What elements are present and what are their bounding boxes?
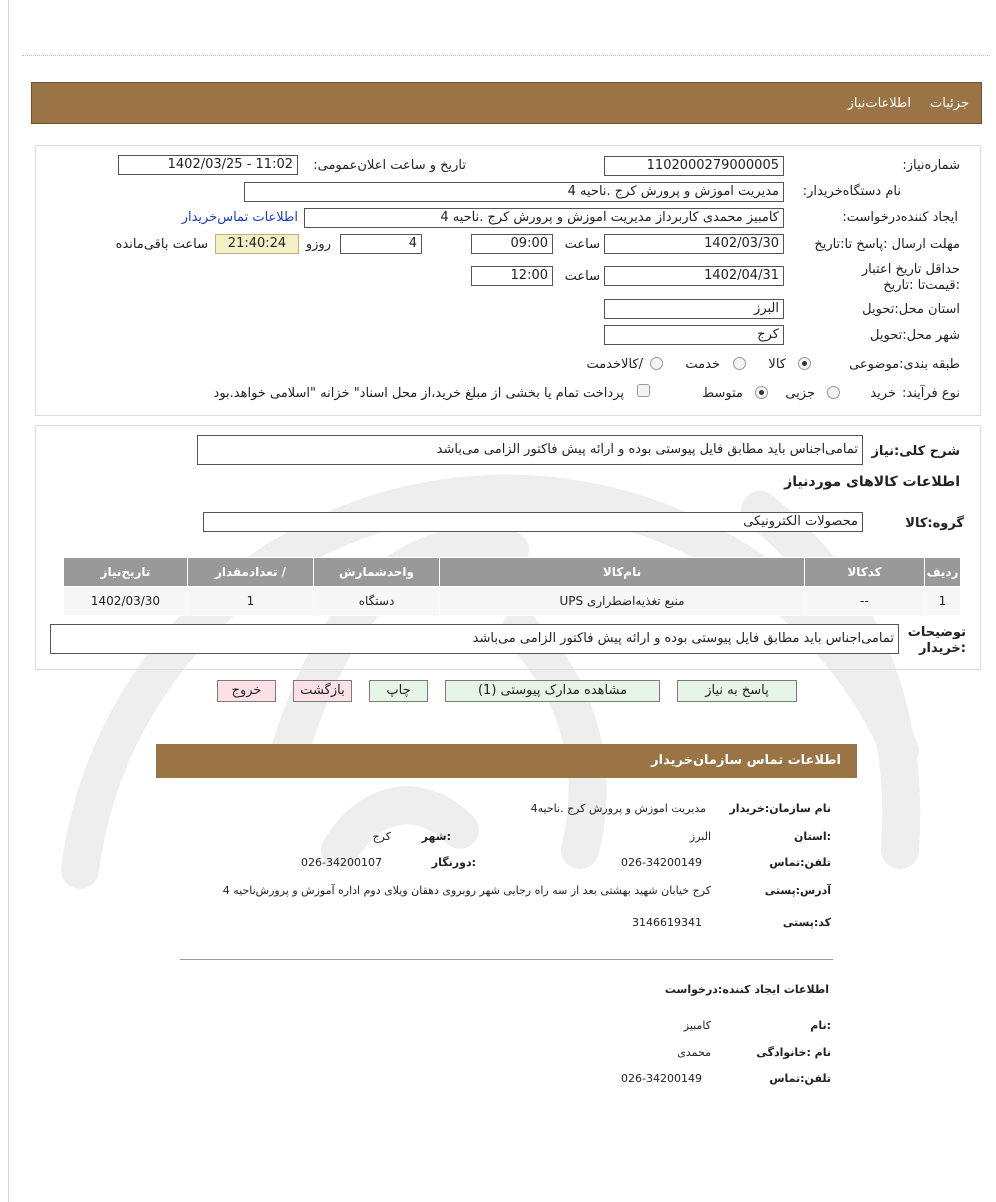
- col-code-header: کدکالا: [805, 558, 925, 587]
- cell-qty: 1: [188, 587, 314, 616]
- page-left-border: [8, 0, 9, 1202]
- creator-family-value: محمدی: [677, 1046, 711, 1059]
- category-goods-label: کالا: [768, 357, 786, 372]
- city-label: شهر محل:تحویل: [870, 328, 960, 343]
- print-button[interactable]: چاپ: [369, 680, 428, 702]
- deadline-time-field: 09:00: [471, 234, 553, 254]
- category-goods-radio[interactable]: [798, 357, 811, 370]
- treasury-payment-checkbox[interactable]: [637, 384, 650, 397]
- postal-label: کد:پستی: [782, 916, 831, 929]
- goods-info-title: اطلاعات کالاهای موردنیاز: [784, 474, 960, 490]
- col-unit-header: واحدشمارش: [314, 558, 440, 587]
- table-row: [64, 587, 961, 616]
- category-service-radio[interactable]: [733, 357, 746, 370]
- buyer-notes-label: توضیحات :خریدار: [907, 625, 966, 656]
- cell-code: --: [805, 587, 925, 616]
- attachments-button[interactable]: مشاهده مدارک پیوستی (1): [445, 680, 660, 702]
- process-partial-label: جزیی: [785, 386, 815, 401]
- category-both-radio[interactable]: [650, 357, 663, 370]
- category-both-label: /کالاخدمت: [586, 357, 643, 372]
- requester-field: کامبیز محمدی کاربرداز مدیریت اموزش و پرورش کرج .ناحیه 4: [304, 208, 784, 228]
- announce-date-field: 1402/03/25 - 11:02: [118, 155, 298, 175]
- contact-city-label: :شهر: [421, 830, 451, 843]
- creator-family-label: نام :خانوادگی: [756, 1046, 831, 1059]
- creator-phone-label: تلفن:تماس: [769, 1072, 831, 1085]
- contact-divider: [180, 959, 833, 960]
- buyer-contact-header: [156, 744, 857, 778]
- cell-name: منبع تغذیه‌اضطراری UPS: [440, 587, 805, 616]
- reply-button[interactable]: پاسخ به نیاز: [677, 680, 797, 702]
- requester-label: ایجاد کننده‌درخواست:: [842, 210, 958, 225]
- buyer-org-label: نام دستگاه‌خریدار:: [802, 184, 901, 199]
- buyer-notes-field: تمامی‌اجناس باید مطابق فایل پیوستی بوده و ارائه پیش فاکتور الزامی می‌باشد: [50, 624, 899, 654]
- city-field: کرج: [604, 325, 784, 345]
- exit-button[interactable]: خروج: [217, 680, 276, 702]
- details-header-bar: [31, 82, 982, 124]
- tab-need-info[interactable]: اطلاعات‌نیاز: [847, 96, 911, 111]
- buyer-contact-link[interactable]: اطلاعات تماس‌خریدار: [181, 210, 298, 225]
- postal-value: 3146619341: [632, 916, 702, 929]
- col-date-header: تاریخ‌نیاز: [64, 558, 188, 587]
- cell-unit: دستگاه: [314, 587, 440, 616]
- address-label: آدرس:پستی: [764, 884, 831, 897]
- process-buy-label: خرید: [870, 386, 896, 401]
- category-label: طبقه بندی:موضوعی: [849, 357, 960, 372]
- remaining-time-field: 21:40:24: [215, 234, 299, 254]
- creator-name-label: :نام: [810, 1019, 831, 1032]
- remaining-time-label: ساعت باقی‌مانده: [115, 237, 208, 252]
- need-number-label: شماره‌نیاز:: [902, 158, 960, 173]
- back-button[interactable]: بازگشت: [293, 680, 352, 702]
- contact-province-value: البرز: [689, 830, 711, 843]
- buyer-contact-title: اطلاعات تماس سازمان‌خریدار: [651, 753, 841, 768]
- province-field: البرز: [604, 299, 784, 319]
- fax-value: 026-34200107: [301, 856, 382, 869]
- deadline-time-label: ساعت: [564, 237, 600, 252]
- address-value: کرج خیابان شهید بهشتی بعد از سه راه رجایی شهر روبروی دهقان ویلای دوم اداره آموزش و پرورش‌ناحیه 4: [222, 884, 711, 897]
- general-desc-label: شرح کلی:نیاز: [871, 444, 960, 459]
- goods-group-field: محصولات الکترونیکی: [203, 512, 863, 532]
- contact-city-value: کرج: [372, 830, 391, 843]
- need-number-field: 1102000279000005: [604, 156, 784, 176]
- deadline-label: مهلت ارسال :پاسخ تا:تاریخ: [814, 237, 960, 252]
- general-desc-field: تمامی‌اجناس باید مطابق فایل پیوستی بوده و ارائه پیش فاکتور الزامی می‌باشد: [197, 435, 863, 465]
- contact-province-label: :استان: [794, 830, 831, 843]
- buyer-org-field: مدیریت اموزش و پرورش کرج .ناحیه 4: [244, 182, 784, 202]
- creator-name-value: کامبیز: [683, 1019, 711, 1032]
- creator-phone-value: 026-34200149: [621, 1072, 702, 1085]
- col-qty-header: / تعدادمقدار: [188, 558, 314, 587]
- phone-label: تلفن:تماس: [769, 856, 831, 869]
- announce-date-label: تاریخ و ساعت اعلان‌عمومی:: [313, 158, 466, 173]
- process-partial-radio[interactable]: [827, 386, 840, 399]
- goods-group-label: گروه:کالا: [905, 516, 964, 531]
- days-label: روزو: [305, 237, 331, 252]
- days-field: 4: [340, 234, 422, 254]
- deadline-date-field: 1402/03/30: [604, 234, 784, 254]
- treasury-payment-label: پرداخت تمام یا بخشی از مبلغ خرید،از محل اسناد" خزانه "اسلامی خواهد.بود: [213, 386, 624, 401]
- province-label: استان محل:تحویل: [862, 302, 960, 317]
- validity-date-field: 1402/04/31: [604, 266, 784, 286]
- category-service-label: خدمت: [685, 357, 720, 372]
- validity-time-label: ساعت: [564, 269, 600, 284]
- phone-value: 026-34200149: [621, 856, 702, 869]
- validity-time-field: 12:00: [471, 266, 553, 286]
- goods-table: [63, 557, 961, 616]
- org-value: مدیریت اموزش و پرورش کرج .ناحیه4: [530, 802, 706, 815]
- cell-row: 1: [925, 587, 961, 616]
- col-row-header: ردیف: [925, 558, 961, 587]
- process-medium-radio[interactable]: [755, 386, 768, 399]
- process-medium-label: متوسط: [702, 386, 743, 401]
- top-divider: [22, 55, 990, 56]
- validity-label: حداقل تاریخ اعتبار :قیمت‌تا :تاریخ: [861, 262, 960, 293]
- org-label: نام سازمان:خریدار: [729, 802, 831, 815]
- tab-details[interactable]: جزئیات: [930, 96, 969, 111]
- creator-title: اطلاعات ایجاد کننده:درخواست: [664, 983, 829, 996]
- cell-date: 1402/03/30: [64, 587, 188, 616]
- process-label: نوع فرآیند:: [902, 386, 960, 401]
- fax-label: :دورنگار: [431, 856, 476, 869]
- col-name-header: نام‌کالا: [440, 558, 805, 587]
